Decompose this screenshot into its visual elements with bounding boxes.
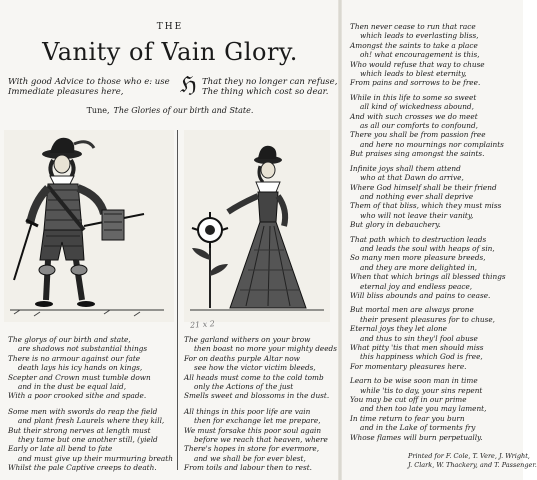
stanza-9 [350,305,520,371]
verse-line: and here no mournings nor complaints [360,139,504,149]
verse-line: Amongst the saints to take a place [350,40,478,50]
verse-line: Early or late all bend to fate [8,444,113,454]
verse-line: who will not leave their vanity, [360,210,474,220]
verse-column-right [350,22,520,447]
verse-line: and thus to sin they'l fool abuse [360,333,478,343]
verse-line: For on deaths purple Altar now [184,353,300,363]
verse-line: There you shall be from passion free [350,130,486,140]
verse-line: oh! what encouragement is this, [360,50,480,60]
tune-line [2,106,338,115]
verse-line: before we reach that heaven, where [194,435,328,445]
verse-line: and plant fresh Laurels where they kill, [18,416,165,426]
verse-line: and they are more delighted in, [360,262,477,272]
verse-line: Whose flames will burn perpetually. [350,432,483,442]
verse-line: are shadows not substantial things [18,344,148,354]
verse-line: and then too late you may lament, [360,404,487,414]
verse-line: When that which brings all blessed things [350,272,506,282]
verse-line: then for exchange let me prepare, [194,416,321,426]
advice-left [8,77,176,97]
advice-right-line-2: The thing which cost so dear. [202,87,329,97]
verse-line: From pains and sorrows to be free. [350,78,481,88]
verse-line: which leads to blest eternity, [360,69,467,79]
verse-line: All heads must come to the cold tomb [184,372,324,382]
woodcut-lady-image [184,130,330,322]
verse-line: You may be cut off in our prime [350,395,467,405]
advice-left-line-1: With good Advice to those who e: use [8,77,170,87]
stanza-8 [350,235,520,301]
verse-line: as all our comforts to confound, [360,121,478,131]
verse-line: while 'tis to day, your sins repent [360,385,483,395]
verse-line: death lays his icy hands on kings, [18,363,143,373]
verse-line: who at that Dawn do arrive, [360,173,464,183]
advice-right-line-1: That they no longer can refuse, [202,77,338,87]
verse-line: Where God himself shall be their friend [350,182,497,192]
verse-line: Scepter and Crown must tumble down [8,372,151,382]
verse-line: But praises sing amongst the saints. [350,149,485,159]
verse-line: There's hopes in store for evermore, [184,444,320,454]
verse-line: which leads to everlasting bliss, [360,31,479,41]
stanza-2 [8,407,176,473]
verse-line: Them of that bliss, which they must miss [350,201,502,211]
verse-line: Whilst the pale Captive creeps to death. [8,463,157,473]
verse-line: Smells sweet and blossoms in the dust. [184,391,330,401]
page-title: Vanity of Vain Glory. [42,38,298,66]
verse-line: and we shall be for ever blest, [194,453,306,463]
verse-line: and in the dust be equal laid, [18,382,127,392]
printer-line-1: Printed for F. Cole, T. Vere, J. Wright, [408,452,530,460]
stanza-7 [350,164,520,230]
stanza-3 [184,335,336,401]
verse-line: The garland withers on your brow [184,335,311,344]
verse-line: Learn to be wise soon man in time [350,376,478,386]
brace-ornament: ℌ [180,73,197,98]
stanza-5 [350,22,520,88]
verse-line: We must forsake this poor soul again [184,425,322,435]
verse-column-left [8,335,176,479]
verse-line: their present pleasures for to chuse, [360,314,495,324]
left-page [2,10,338,480]
verse-line: So many men more pleasure breeds, [350,253,486,263]
stanza-1 [8,335,176,401]
verse-line: they tame but one another still, (yield [18,435,158,445]
verse-line: Infinite joys shall them attend [350,163,461,173]
title-article: THE [156,22,184,32]
verse-line: And with such crosses we do meet [350,111,478,121]
verse-line: this happiness which God is free, [360,352,483,362]
column-divider [177,130,178,470]
right-page [342,10,537,480]
verse-column-middle [184,335,336,479]
verse-line: all kind of wickedness abound, [360,102,474,112]
printer-imprint [408,452,537,469]
tune-name: The Glories of our birth and State. [113,106,254,115]
verse-line: There is no armour against our fate [8,353,141,363]
verse-line: But glory in debauchery. [350,220,441,230]
advice-left-line-2: Immediate pleasures here, [8,87,124,97]
library-stamp: 21 x 2 [189,319,216,330]
verse-line: then boast no more your mighty deeds [194,344,337,354]
advice-right [202,77,342,97]
woodcut-cavalier-image [4,130,174,322]
verse-line: see how the victor victim bleeds, [194,363,316,373]
stanza-4 [184,407,336,473]
verse-line: From toils and labour then to rest. [184,463,312,473]
verse-line: But mortal men are always prone [350,305,474,315]
verse-line: In time return to fear you burn [350,413,465,423]
verse-line: With a poor crooked sithe and spade. [8,391,147,401]
verse-line: Who would refuse that way to chuse [350,59,485,69]
printer-line-2: J. Clark, W. Thackery, and T. Passenger. [408,460,537,469]
verse-line: Some men with swords do reap the field [8,406,158,416]
verse-line: and must give up their murmuring breath [18,453,173,463]
verse-line: Will bliss abounds and pains to cease. [350,290,491,300]
verse-line: Eternal joys they let alone [350,324,448,334]
verse-line: All things in this poor life are vain [184,406,311,416]
verse-line: While in this life to some so sweet [350,92,477,102]
verse-line: That path which to destruction leads [350,234,487,244]
verse-line: only the Actions of the just [194,382,294,392]
verse-line: eternal joy and endless peace, [360,281,473,291]
tune-prefix: Tune, [86,106,110,115]
verse-line: What pitty 'tis that men should miss [350,343,484,352]
verse-line: and in the Lake of torments fry [360,423,476,433]
stanza-10 [350,376,520,442]
verse-line: For momentary pleasures here. [350,361,467,371]
stanza-6 [350,93,520,159]
verse-line: and nothing ever shall deprive [360,191,474,201]
verse-line: Then never cease to run that race [350,22,476,31]
verse-line: The glorys of our birth and state, [8,335,131,344]
verse-line: But their strong nerves at length must [8,425,151,435]
verse-line: and leads the soul with heaps of sin, [360,243,495,253]
